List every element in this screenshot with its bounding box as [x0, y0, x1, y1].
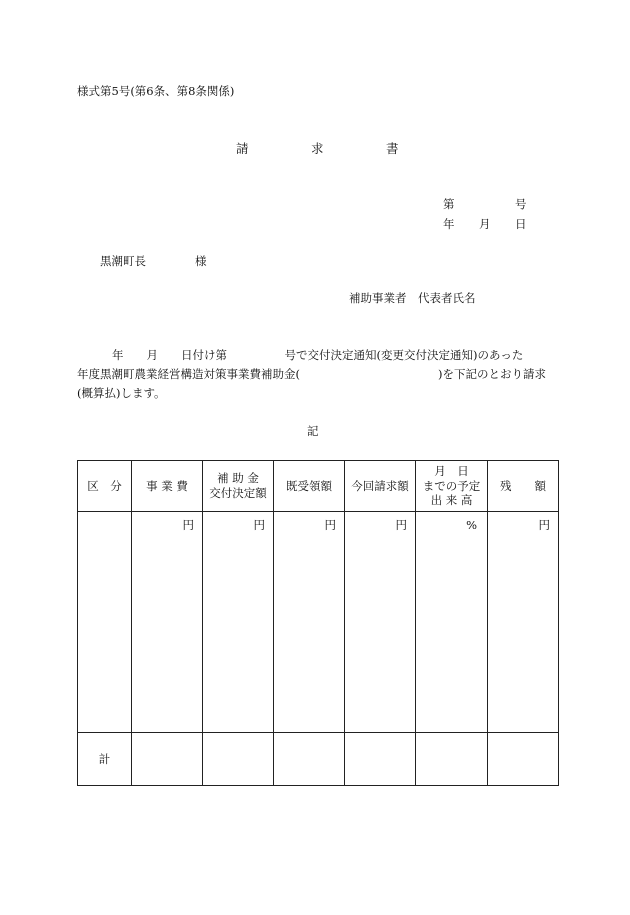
cell-progress — [416, 512, 488, 733]
total-balance — [488, 733, 559, 786]
cell-received — [274, 512, 345, 733]
header-progress-line3: 出 来 高 — [430, 493, 473, 508]
addressee-honorific: 様 — [195, 254, 207, 268]
claim-table — [77, 460, 559, 786]
total-grant — [203, 733, 274, 786]
document-title: 請 求 書 — [236, 141, 399, 156]
total-project-cost — [132, 733, 203, 786]
total-label: 計 — [78, 733, 132, 786]
header-progress-line1: 月 日 — [434, 463, 469, 478]
date-day: 日 — [515, 217, 527, 231]
header-grant-amount — [203, 461, 274, 512]
addressee-name: 黒潮町長 — [100, 254, 146, 268]
unit-yen: 円 — [253, 518, 265, 532]
date-month: 月 — [479, 217, 491, 231]
body-line-2: 年度黒潮町農業経営構造対策事業費補助金( )を下記のとおり請求 — [77, 367, 546, 381]
unit-yen: 円 — [538, 518, 550, 532]
cell-grant — [203, 512, 274, 733]
header-category: 区 分 — [78, 461, 132, 512]
body-line-3: (概算払)します。 — [77, 386, 166, 400]
header-current-claim: 今回請求額 — [345, 461, 416, 512]
date-year: 年 — [443, 217, 455, 231]
form-reference: 様式第5号(第6条、第8条関係) — [77, 84, 235, 98]
cell-current — [345, 512, 416, 733]
header-project-cost: 事 業 費 — [132, 461, 203, 512]
total-progress — [416, 733, 488, 786]
cell-project-cost — [132, 512, 203, 733]
cell-balance — [488, 512, 559, 733]
table-total-row — [78, 733, 559, 786]
header-grant-line1: 補 助 金 — [217, 471, 259, 486]
table-header-row — [78, 461, 559, 512]
unit-percent: % — [466, 518, 477, 532]
table-row — [78, 512, 559, 733]
document-number-suffix: 号 — [515, 197, 527, 211]
total-current — [345, 733, 416, 786]
body-line-1: 年 月 日付け第 号で交付決定通知(変更交付決定通知)のあった — [112, 348, 524, 362]
header-progress — [416, 461, 488, 512]
applicant-label: 補助事業者 代表者氏名 — [349, 291, 476, 305]
unit-yen: 円 — [182, 518, 194, 532]
ki-heading: 記 — [307, 424, 319, 438]
document-number-prefix: 第 — [443, 197, 455, 211]
unit-yen: 円 — [324, 518, 336, 532]
header-received: 既受領額 — [274, 461, 345, 512]
cell-category — [78, 512, 132, 733]
header-progress-line2: までの予定 — [422, 478, 481, 493]
unit-yen: 円 — [395, 518, 407, 532]
header-balance: 残 額 — [488, 461, 559, 512]
total-received — [274, 733, 345, 786]
header-grant-line2: 交付決定額 — [209, 486, 267, 500]
